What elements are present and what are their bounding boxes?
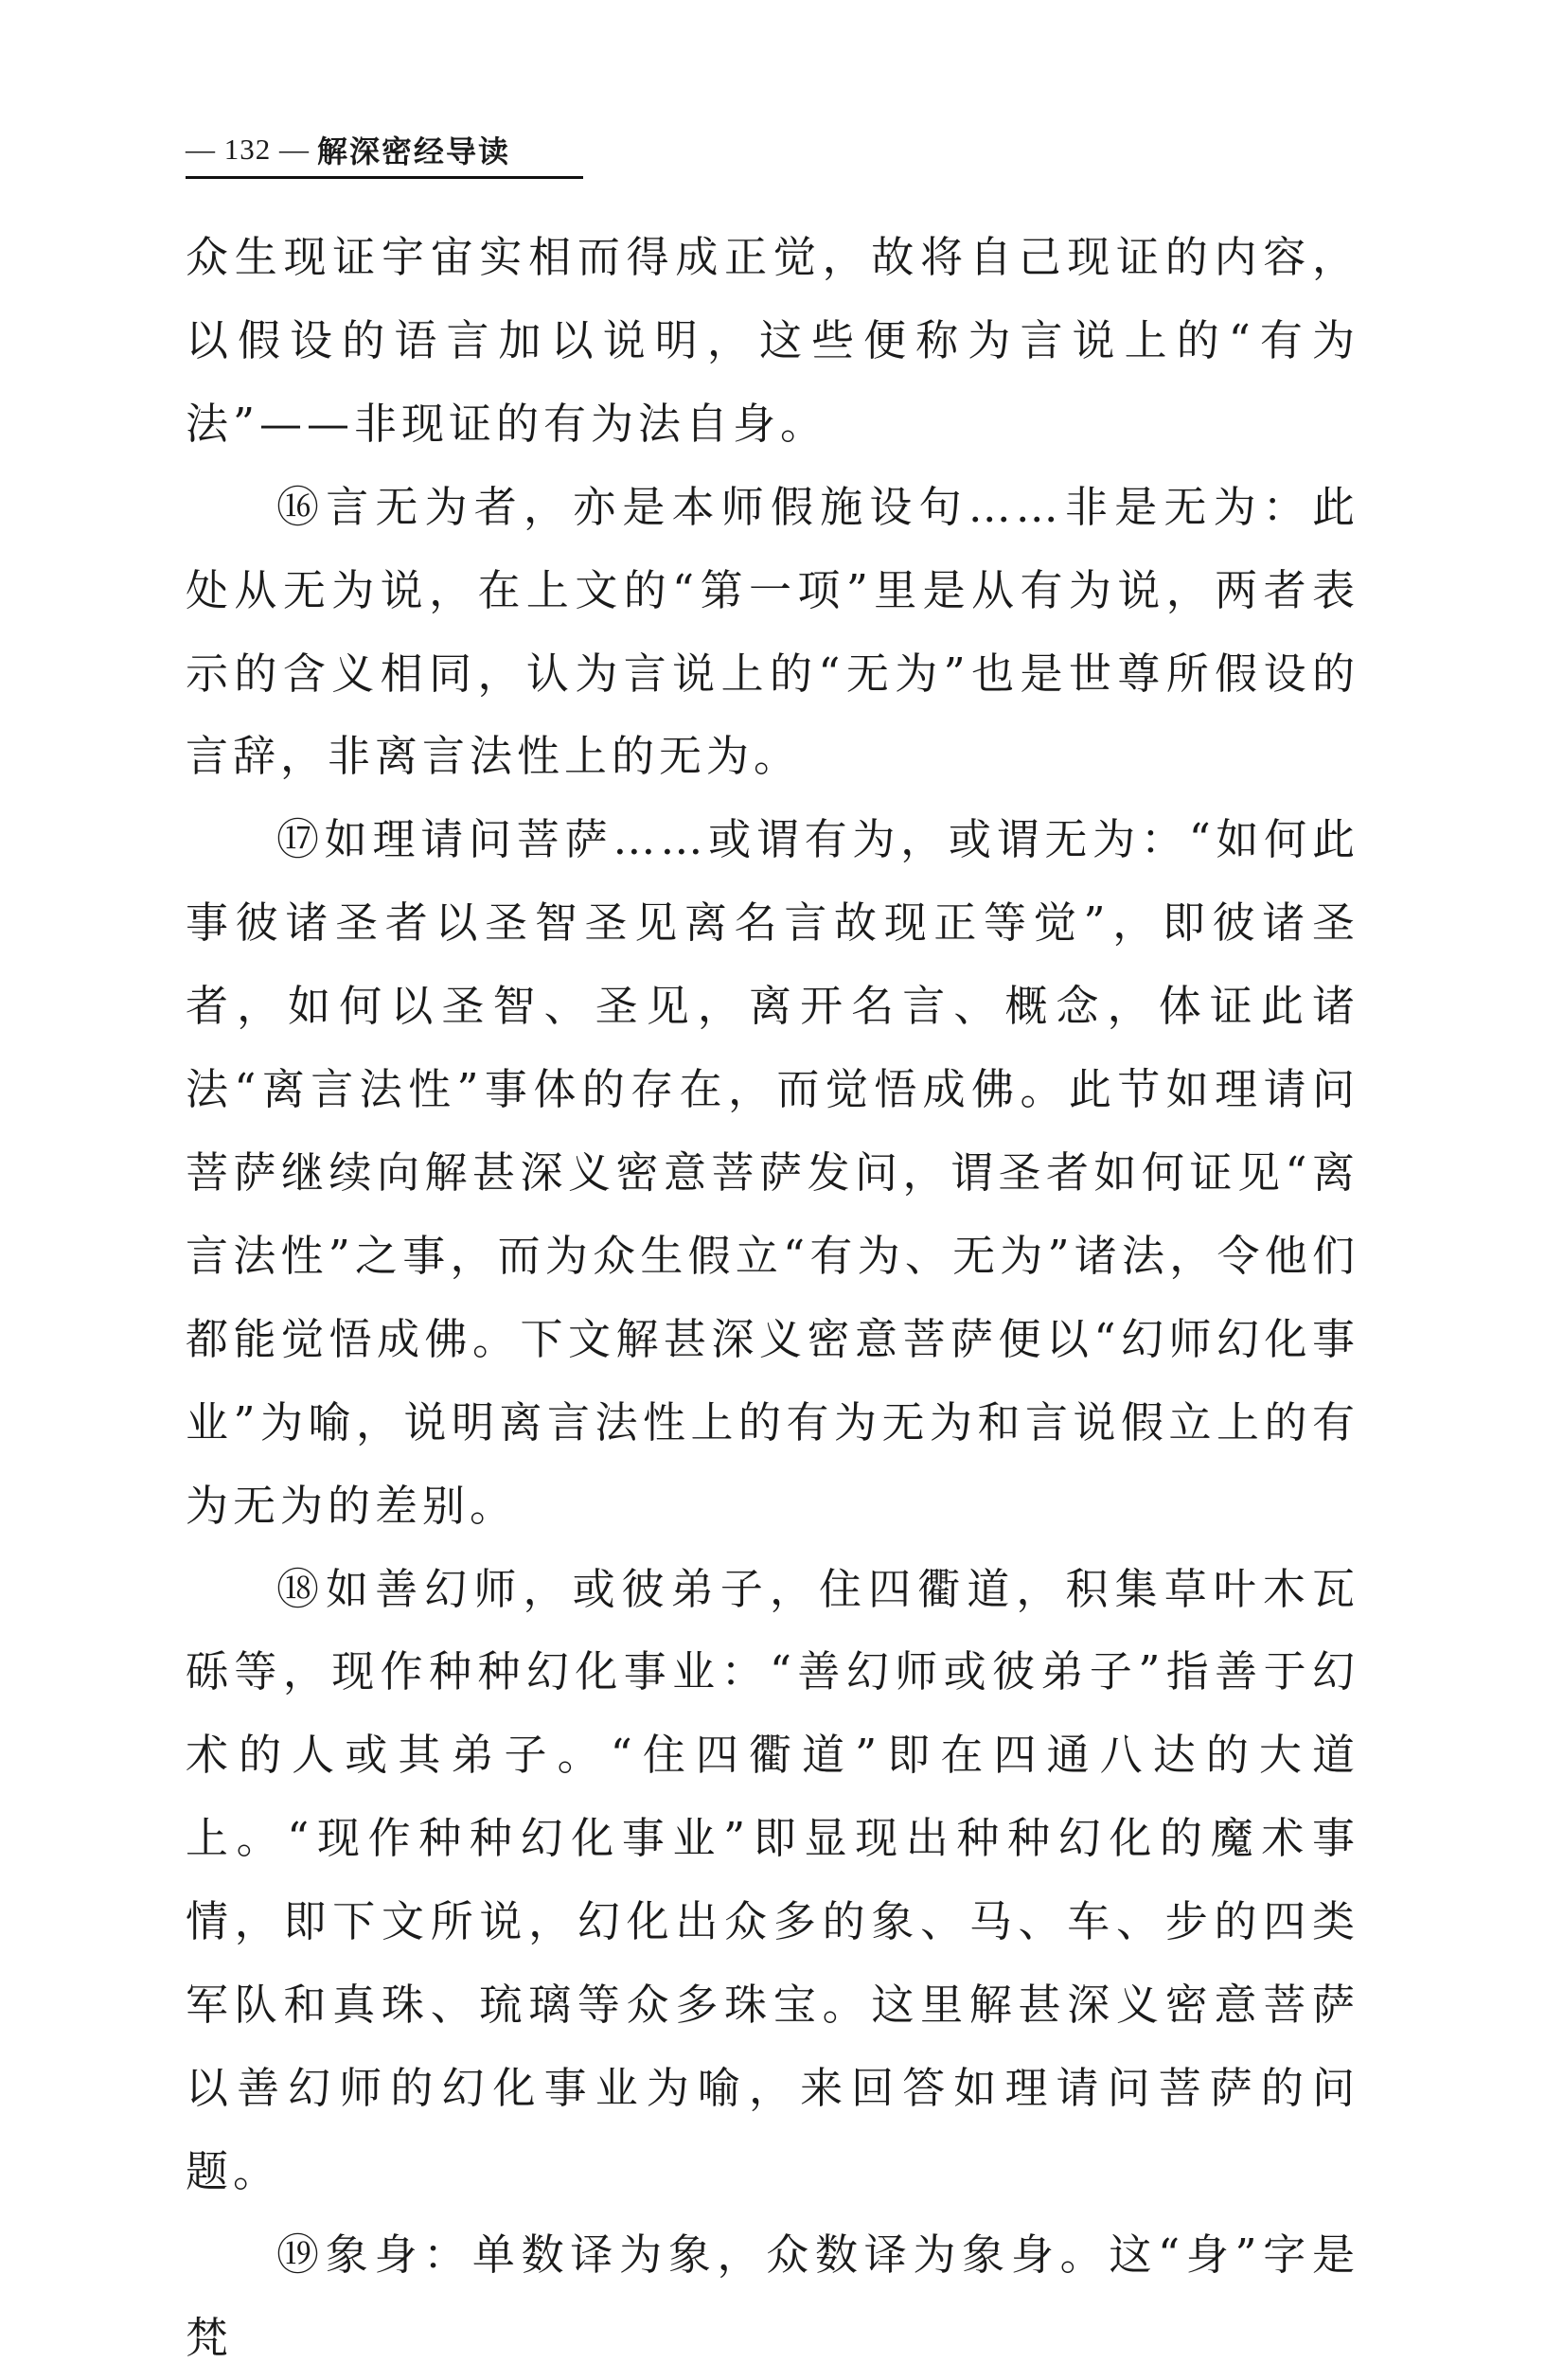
book-title: 解深密经导读 [317, 133, 511, 169]
note-17-paragraph: ⑰如理请问菩萨……或谓有为，或谓无为：“如何此事彼诸圣者以圣智圣见离名言故现正等觉”，即彼诸圣者，如何以圣智、圣见，离开名言、概念，体证此诸法“离言法性”事体的存在，而觉悟成佛。此节如理请问菩萨继续向解甚深义密意菩萨发问，谓圣者如何证见“离言法性”之事，而为众生假立“有为、无为”诸法，令他们都能觉悟成佛。下文解甚深义密意菩萨便以“幻师幻化事业”为喻，说明离言法性上的有为无为和言说假立上的有为无为的差别。 [186, 814, 1359, 1531]
body-text [186, 216, 1359, 2380]
note-18-paragraph: ⑱如善幻师，或彼弟子，住四衢道，积集草叶木瓦砾等，现作种种幻化事业：“善幻师或彼弟子”指善于幻术的人或其弟子。“住四衢道”即在四通八达的大道上。“现作种种幻化事业”即显现出种种幻化的魔术事情，即下文所说，幻化出众多的象、马、车、步的四类军队和真珠、琉璃等众多珠宝。这里解甚深义密意菩萨以善幻师的幻化事业为喻，来回答如理请问菩萨的问题。 [186, 1563, 1359, 2196]
paragraph-continuation: 众生现证宇宙实相而得成正觉，故将自己现证的内容，以假设的语言加以说明，这些便称为言说上的“有为法”——非现证的有为法自身。 [186, 232, 1359, 449]
note-19-paragraph: ⑲象身：单数译为象，众数译为象身。这“身”字是梵 [186, 2229, 1359, 2363]
running-head [186, 123, 583, 179]
note-16-paragraph: ⑯言无为者，亦是本师假施设句……非是无为：此处从无为说，在上文的“第一项”里是从有为说，两者表示的含义相同，认为言说上的“无为”也是世尊所假设的言辞，非离言法性上的无为。 [186, 481, 1359, 782]
page-number: — 132 — [186, 133, 310, 166]
